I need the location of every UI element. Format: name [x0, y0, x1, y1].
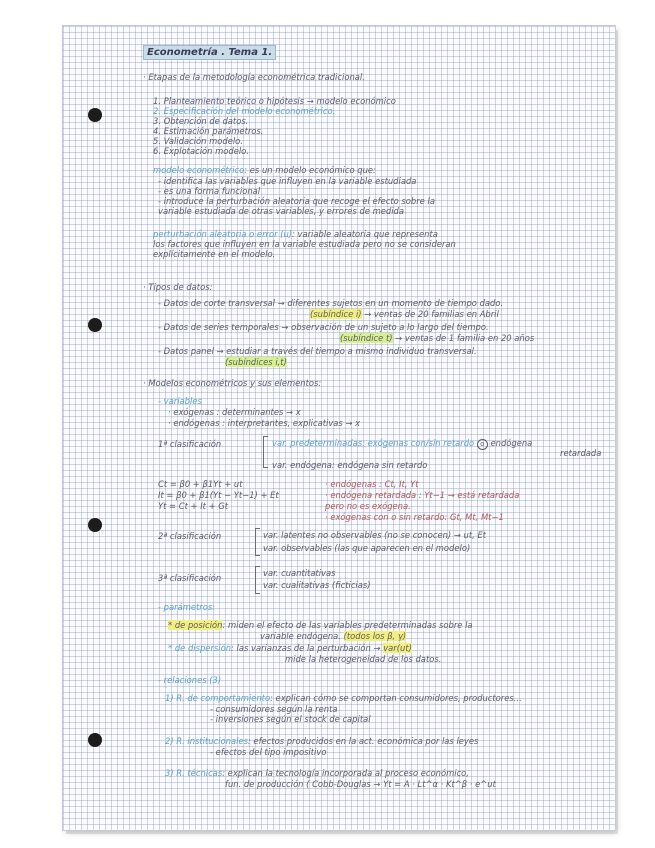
todos-highlight: (todos los β, γ): [343, 631, 407, 641]
relacion-2: [165, 736, 478, 746]
etapa-item: 6. Explotación modelo.: [153, 146, 249, 156]
binder-hole-icon: [88, 733, 102, 747]
endogenas-line: · endógenas : interpretantes, explicativas → x: [168, 418, 361, 428]
relacion-2-text: : efectos producidos en la act. económica por las leyes: [247, 736, 479, 746]
dispersion-term: * de dispersión: [168, 643, 232, 653]
dispersion-text: : las varianzas de la perturbación →: [231, 643, 384, 653]
relacion-3-term: 3) R. técnicas: [165, 768, 223, 778]
datos-panel: - Datos panel → estudiar a través del tiempo a mismo individuo transversal.: [158, 346, 477, 356]
relaciones-title: - relaciones (3): [158, 675, 222, 685]
relacion-1-item: - inversiones según el stock de capital: [210, 714, 371, 724]
modelos-heading: · Modelos econométricos y sus elementos:: [143, 378, 322, 388]
relacion-2-term: 2) R. institucionales: [165, 736, 248, 746]
posicion-text: : miden el efecto de las variables predeterminadas sobre la: [222, 620, 473, 630]
etapa-item: 3. Obtención de datos.: [153, 116, 249, 126]
page-title: Econometría . Tema 1.: [143, 45, 276, 60]
posicion-text-2: variable endógena.: [260, 631, 341, 641]
relacion-3-text: : explican la tecnología incorporada al proceso económico,: [222, 768, 469, 778]
modelo-item: variable estudiada de otras variables, y errores de medida: [158, 206, 404, 216]
example-text: → ventas de 20 familias en Abril: [361, 309, 499, 319]
equation-note: pero no es exógena.: [325, 501, 411, 511]
datos-heading: · Tipos de datos:: [143, 282, 213, 292]
relacion-1-item: - consumidores según la renta: [210, 704, 338, 714]
datos-series: - Datos de series temporales → observación de un sujeto a lo largo del tiempo.: [158, 322, 489, 332]
parametros-dispersion: [168, 643, 412, 653]
equation: It = β0 + β1(Yt − Yt−1) + Et: [158, 490, 279, 500]
subindice-highlight: (subíndices i,t): [225, 357, 287, 367]
parametros-posicion-2: [260, 631, 406, 641]
clasificacion-3-a: var. cuantitativas: [263, 568, 336, 578]
parametros-posicion: [168, 620, 473, 630]
modelo-item: - introduce la perturbación aleatoria que recoge el efecto sobre la: [158, 196, 435, 206]
var-highlight: var(ut): [383, 643, 412, 653]
clasificacion-2-b: var. observables (las que aparecen en el modelo): [263, 543, 471, 553]
perturbacion-item: los factores que influyen en la variable estudiada pero no se consideran: [153, 239, 456, 249]
equation-note: · endógenas : Ct, It, Yt: [325, 479, 419, 489]
clasificacion-2-a: var. latentes no observables (no se conocen) → ut, Et: [263, 530, 487, 540]
binder-hole-icon: [88, 108, 102, 122]
modelo-text: : es un modelo económico que:: [244, 165, 376, 175]
clasificacion-3-label: 3ª clasificación: [158, 573, 222, 583]
equation: Ct = β0 + β1Yt + ut: [158, 479, 243, 489]
datos-series-example: [340, 333, 534, 343]
parametros-dispersion-2: mide la heterogeneidad de los datos.: [285, 654, 442, 664]
perturbacion-item: explícitamente en el modelo.: [153, 249, 276, 259]
equation-note: · endógena retardada : Yt−1 → está retardada: [325, 490, 520, 500]
variables-title: - variables: [158, 396, 202, 406]
example-text: → ventas de 1 familia en 20 años: [392, 333, 535, 343]
equation: Yt = Ct + It + Gt: [158, 501, 229, 511]
retardada-text: retardada: [560, 448, 602, 458]
perturbacion-definition: [153, 229, 438, 239]
relacion-1-text: : explican cómo se comportan consumidores, productores...: [270, 693, 522, 703]
perturbacion-text: : variable aleatoria que representa: [292, 229, 438, 239]
etapa-item: 4. Estimación parámetros.: [153, 126, 264, 136]
relacion-3-item: fun. de producción ( Cobb-Douglas → Yt = A · Lt^α · Kt^β · e^ut: [225, 779, 496, 789]
bracket: [255, 566, 260, 594]
predeterminadas-text: var. predeterminadas: exógenas con/sin retardo: [272, 438, 475, 448]
grid-paper-sheet: [63, 26, 615, 830]
subindice-highlight: (subíndice i): [310, 309, 362, 319]
modelo-definition: [153, 165, 376, 175]
relacion-1: [165, 693, 522, 703]
modelo-item: - identifica las variables que influyen en la variable estudiada: [158, 176, 417, 186]
datos-corte-example: [310, 309, 499, 319]
subindice-highlight: (subíndice t): [340, 333, 393, 343]
etapas-heading: · Etapas de la metodología econométrica tradicional.: [143, 72, 365, 82]
bracket: [263, 436, 268, 468]
modelo-term: modelo econométrico: [153, 165, 245, 175]
etapa-item: 5. Validación modelo.: [153, 136, 243, 146]
endogena-text: endógena: [490, 438, 533, 448]
option-circle-icon: o: [477, 439, 488, 450]
datos-corte: - Datos de corte transversal → diferentes sujetos en un momento de tiempo dado.: [158, 298, 504, 308]
equation-note: · exógenas con o sin retardo: Gt, Mt, Mt−1: [325, 512, 504, 522]
etapa-item: 1. Planteamiento teórico o hipótesis → modelo económico: [153, 96, 396, 106]
datos-panel-example: [225, 357, 287, 367]
parametros-title: - parámetros:: [158, 602, 216, 612]
bracket: [255, 528, 260, 556]
clasificacion-1-label: 1ª clasificación: [158, 439, 222, 449]
perturbacion-term: perturbación aleatoria o error (u): [153, 229, 293, 239]
clasificacion-1-a: [272, 438, 532, 450]
relacion-1-term: 1) R. de comportamiento: [165, 693, 271, 703]
relacion-3: [165, 768, 469, 778]
relacion-2-item: - efectos del tipo impositivo: [210, 747, 327, 757]
clasificacion-1-b: var. endógena: endógena sin retardo: [272, 460, 428, 470]
binder-hole-icon: [88, 518, 102, 532]
modelo-item: - es una forma funcional: [158, 186, 261, 196]
exogenas-line: · exógenas : determinantes → x: [168, 407, 301, 417]
clasificacion-2-label: 2ª clasificación: [158, 531, 222, 541]
binder-hole-icon: [88, 318, 102, 332]
posicion-term: * de posición: [168, 620, 223, 630]
clasificacion-3-b: var. cualitativas (ficticias): [263, 580, 371, 590]
etapa-item: 2. Especificación del modelo econométrico.: [153, 106, 336, 116]
